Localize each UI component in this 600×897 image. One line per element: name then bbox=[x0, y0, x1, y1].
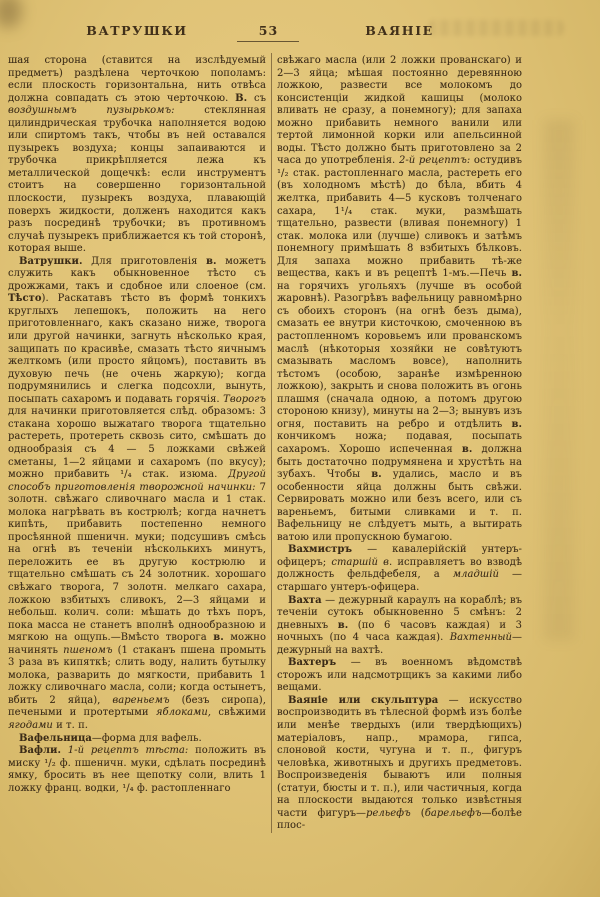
text-column-right bbox=[277, 55, 522, 833]
page-number-rule bbox=[237, 41, 299, 42]
running-head-right: ВАЯНІЕ bbox=[365, 23, 434, 38]
entry-vahmistr: Вахмистръ — кавалерійскій унтеръ-офицеръ; старшій в. исправляетъ во взводѣ должность фельдфебеля, а младшій — старшаго унтеръ-офицера. bbox=[277, 544, 522, 593]
text-column-left bbox=[8, 55, 266, 795]
entry-vayanie: Ваяніе или скульптура — искусство воспроизводить въ тѣлесной формѣ изъ болѣе или менѣе твердыхъ (или твердѣющихъ) матеріаловъ, напр., мрамора, гипса, слоновой кости, чугуна и т. п., фигуръ человѣка, животныхъ и другихъ предметовъ. Воспроизведенія бываютъ или полныя (статуи, бюсты и т. п.), или частичныя, когда на плоскости выдаются только извѣстныя части фигуръ—рельефъ (барельефъ—болѣе плос- bbox=[277, 694, 522, 832]
entry-vafelnitsa: Вафельница—форма для вафель. bbox=[19, 732, 202, 744]
entry-vahter: Вахтеръ — въ военномъ вѣдомствѣ сторожъ или надсмотрщикъ за какими либо вещами. bbox=[277, 657, 522, 694]
column-divider-rule bbox=[271, 53, 272, 833]
entry-vatrushki: Ватрушки. Для приготовленія в. можетъ служить какъ обыкновенное тѣсто съ дрожжами, такъ и сдобное или слоеное (см. Тѣсто). Раскатавъ тѣсто въ формѣ тонкихъ круглыхъ лепешокъ, положить на него приготовленнаго, какъ сказано ниже, творога или другой начинки, загнуть нѣсколько края, защипать по красивѣе, смазать тѣсто яичнымъ желткомъ (или просто яйцомъ), поставить въ духовую печь (не очень жаркую); когда подрумянились и слегка подсохли, вынуть, посыпать сахаромъ и подавать горячія. Творогъ для начинки приготовляется слѣд. образомъ: 3 стакана хорошо выжатаго творога тщательно растереть, протереть сквозь сито, смѣшать до однообразія съ 4 — 5 ложками свѣжей сметаны, 1—2 яйцами и сахаромъ (по вкусу); можно прибавить ¹/₄ стак. изюма. Другой способъ приготовленія творожной начинки: 7 золотн. свѣжаго сливочнаго масла и 1 стак. молока нагрѣвать въ кострюлѣ; когда начнетъ кипѣть, прибавить постепенно немного просѣянной пшеничн. муки; подсушивъ смѣсь на огнѣ въ теченіи нѣсколькихъ минутъ, переложить ее въ другую кострюлю и тщательно смѣшать съ 24 золотник. хорошаго свѣжаго творога, 7 золотн. мелкаго сахара, ложкою взбитыхъ сливокъ, 2—3 яйцами и небольш. колич. соли: мѣшать до тѣхъ поръ, пока масса не станетъ вполнѣ однообразною и мягкою на ощупь.—Вмѣсто творога в. можно начинять пшеномъ (1 стаканъ пшена промыть 3 раза въ кипяткѣ; слить воду, налить бутылку молока, разварить до мягкости, прибавить 1 ложку сливочнаго масла, соли; когда остынетъ, вбить 2 яйца), вареньемъ (безъ сиропа), печеными и протертыми яблоками, свѣжими ягодами и т. п. bbox=[8, 255, 267, 731]
entry-vaterpas-continuation: шая сторона (ставится на изслѣдуемый предметъ) раздѣлена черточкою пополамъ: если плоскость горизонтальна, нить отвѣса должна совпадать съ этою черточкою. В. съ воздушнымъ пузырькомъ: стеклянная цилиндрическая трубочка наполняется водою или спиртомъ такъ, чтобы въ ней оставался пузырекъ воздуха; концы запаиваются и трубочка прикрѣпляется лежа къ металлической дощечкѣ: если инструментъ стоитъ на совершенно горизонтальной плоскости, пузырекъ воздуха, плавающій поверхъ жидкости, долженъ находится какъ разъ посрединѣ трубочки; въ противномъ случаѣ пузырекъ приближается къ той сторонѣ, которая выше. bbox=[8, 55, 266, 255]
running-head-left: ВАТРУШКИ bbox=[86, 23, 188, 38]
page-number: 53 bbox=[258, 23, 279, 38]
entry-vahta: Вахта — дежурный караулъ на кораблѣ; въ теченіи сутокъ обыкновенно 5 смѣнъ: 2 дневныхъ в. (по 6 часовъ каждая) и 3 ночныхъ (по 4 часа каждая). Вахтенный—дежурный на вахтѣ. bbox=[277, 594, 522, 656]
entry-vafli: Вафли. 1-й рецептъ тѣста: положить въ миску ¹/₂ ф. пшеничн. муки, сдѣлать посрединѣ ямку, бросить въ нее щепотку соли, влить 1 ложку франц. водки, ¹/₄ ф. растопленнаго bbox=[8, 745, 266, 794]
right-margin-stain bbox=[544, 120, 574, 640]
entry-vafli-continuation: свѣжаго масла (или 2 ложки прованскаго) и 2—3 яйца; мѣшая постоянно деревянною ложкою, развести все молокомъ до консистенціи жидкой кашицы (молоко вливать не сразу, а понемногу); для запаха можно прибавить немного ванили или тертой лимонной корки или апельсинной воды. Тѣсто должно быть приготовлено за 2 часа до употребленія. 2-й рецептъ: остудивъ ¹/₂ стак. растопленнаго масла, растереть его (въ холодномъ мѣстѣ) до бѣла, вбить 4 желтка, прибавить 4—5 кусковъ толченаго сахара, 1¹/₄ стак. муки, размѣшать тщательно, развести (вливая понемногу) 1 стак. молока или (лучше) сливокъ и затѣмъ понемногу примѣшать 8 взбитыхъ бѣлковъ. Для запаха можно прибавить тѣ-же вещества, какъ и въ рецептѣ 1-мъ.—Печь в. на горячихъ угольяхъ (лучше въ особой жаровнѣ). Разогрѣвъ вафельницу равномѣрно съ обоихъ сторонъ (на огнѣ безъ дыма), смазать ее внутри кисточкою, смоченною въ растопленномъ коровьемъ или прованскомъ маслѣ (нѣкоторыя хозяйки не совѣтуютъ смазывать масломъ вовсе), наполнить тѣстомъ (особою, заранѣе измѣренною ложкою), закрыть и снова положить въ огонь плашмя (сначала одною, а потомъ другою стороною книзу), минуты на 2—3; вынувъ изъ огня, поставить на ребро и отдѣлить в. кончикомъ ножа; подавая, посыпать сахаромъ. Хорошо испеченная в. должна быть достаточно подрумянена и хрустѣть на зубахъ. Чтобы в. удались, масло и въ особенности яйца должны быть свѣжи. Сервировать можно или безъ всего, или съ вареньемъ, битыми сливками и т. п. Вафельницу не слѣдуетъ мыть, а вытирать ватою или пропускною бумагою. bbox=[277, 55, 523, 543]
